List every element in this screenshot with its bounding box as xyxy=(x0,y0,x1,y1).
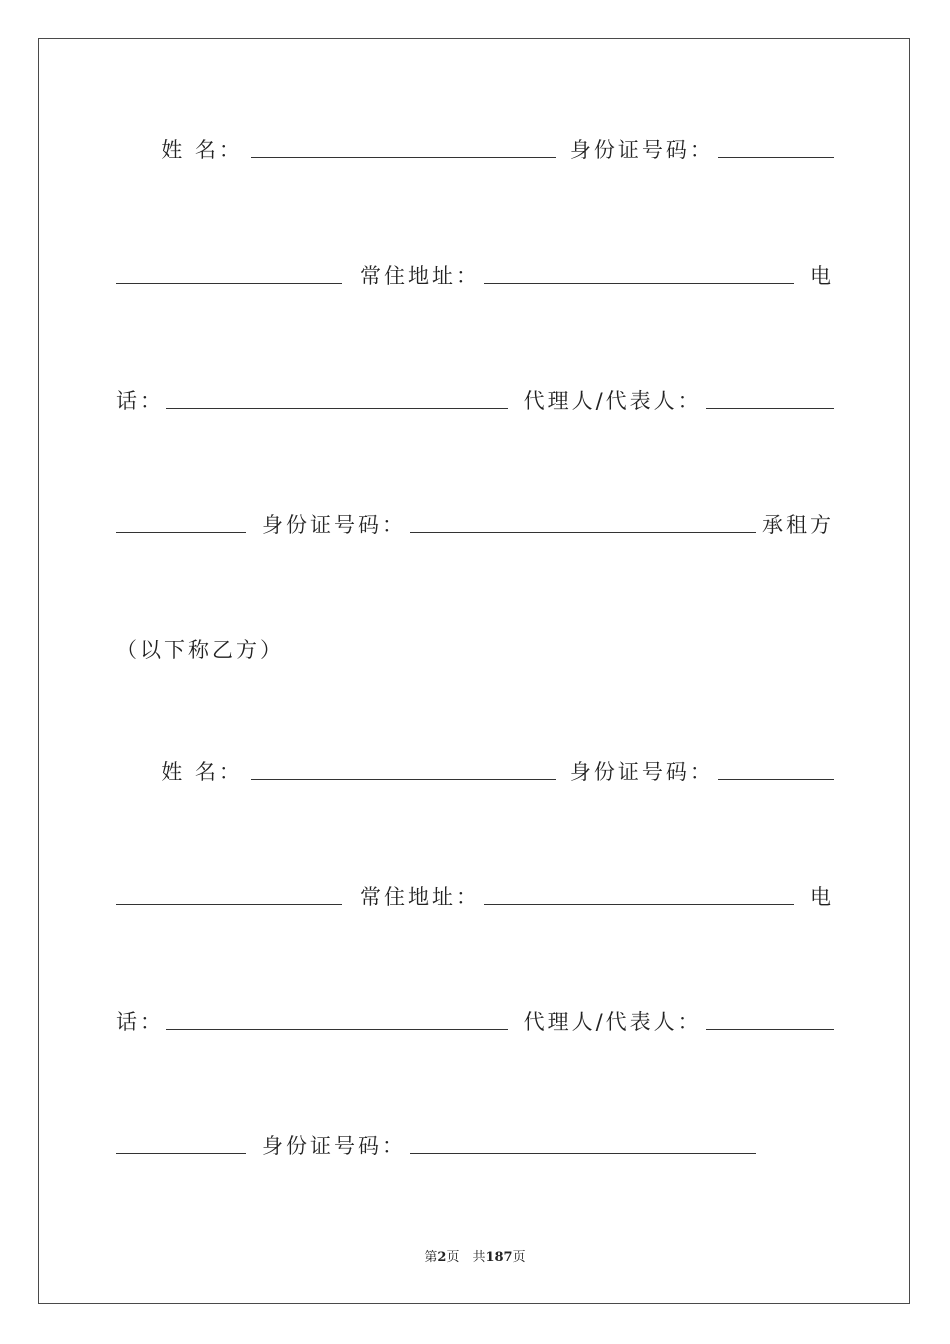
name-row xyxy=(116,752,834,786)
footer-suffix: 页 xyxy=(512,1250,526,1265)
agent-blank[interactable] xyxy=(706,1029,834,1030)
lessee-note: （以下称乙方） xyxy=(116,638,284,662)
name-row xyxy=(116,130,834,164)
id-blank-cont[interactable] xyxy=(116,904,342,905)
lessee-note-row xyxy=(116,630,834,664)
phone-label-end: 话： xyxy=(116,1010,164,1034)
address-blank[interactable] xyxy=(484,904,794,905)
phone-agent-row xyxy=(116,1002,834,1036)
agent-id-blank[interactable] xyxy=(410,532,756,533)
name-label: 姓 名： xyxy=(161,760,243,784)
footer-total-pages: 187 xyxy=(485,1250,513,1265)
id-blank-cont[interactable] xyxy=(116,283,342,284)
agent-blank-cont[interactable] xyxy=(116,532,246,533)
agent-label: 代理人/代表人： xyxy=(523,1010,702,1034)
phone-blank[interactable] xyxy=(166,1029,508,1030)
agent-blank[interactable] xyxy=(706,408,834,409)
footer-prefix: 第 xyxy=(424,1250,438,1265)
page-border xyxy=(38,38,910,1304)
name-blank[interactable] xyxy=(251,779,556,780)
phone-label-start: 电 xyxy=(810,264,834,288)
agent-id-blank[interactable] xyxy=(410,1153,756,1154)
agent-blank-cont[interactable] xyxy=(116,1153,246,1154)
lessee-label: 承租方 xyxy=(762,513,834,537)
phone-label-end: 话： xyxy=(116,389,164,413)
phone-label-start: 电 xyxy=(810,885,834,909)
address-row xyxy=(116,256,834,290)
address-label: 常住地址： xyxy=(360,885,480,909)
agent-id-row xyxy=(116,505,834,539)
agent-label: 代理人/代表人： xyxy=(523,389,702,413)
agent-id-label: 身份证号码： xyxy=(262,513,406,537)
address-label: 常住地址： xyxy=(360,264,480,288)
id-label: 身份证号码： xyxy=(569,138,714,162)
agent-id-row xyxy=(116,1126,834,1160)
id-blank[interactable] xyxy=(718,779,834,780)
phone-blank[interactable] xyxy=(166,408,508,409)
id-label: 身份证号码： xyxy=(569,760,714,784)
page-footer xyxy=(0,1246,950,1265)
name-blank[interactable] xyxy=(251,157,556,158)
footer-mid: 页 共 xyxy=(446,1250,486,1265)
footer-page-number: 2 xyxy=(437,1250,447,1265)
name-label: 姓 名： xyxy=(161,138,243,162)
address-blank[interactable] xyxy=(484,283,794,284)
agent-id-label: 身份证号码： xyxy=(262,1134,406,1158)
id-blank[interactable] xyxy=(718,157,834,158)
address-row xyxy=(116,877,834,911)
phone-agent-row xyxy=(116,381,834,415)
